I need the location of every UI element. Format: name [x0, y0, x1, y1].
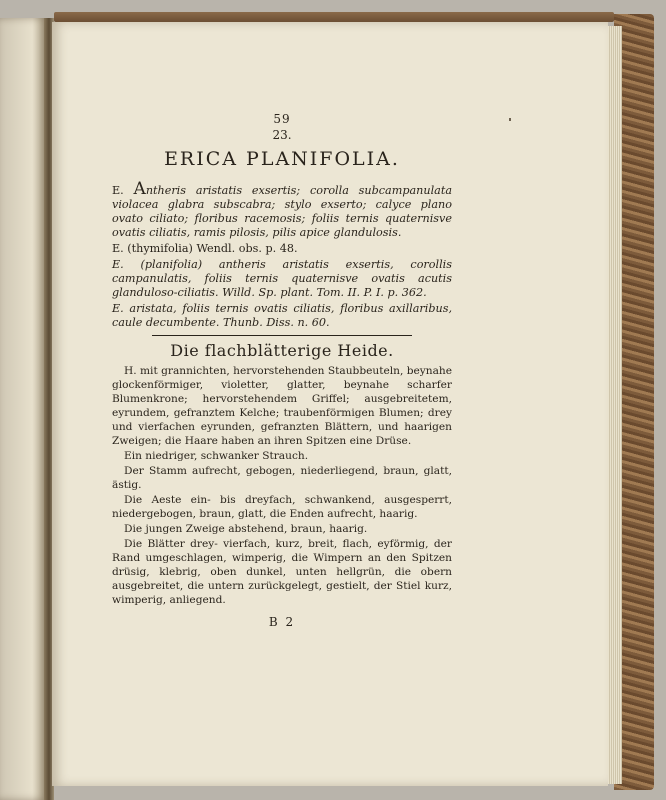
signature-mark: B 2 — [268, 615, 296, 629]
german-paragraph: Der Stamm aufrecht, gebogen, niederliegend, braun, glatt, ästig. — [112, 465, 452, 491]
latin-synonym-1: E. (thymifolia) Wendl. obs. p. 48. — [112, 242, 298, 255]
facing-page-edge — [0, 18, 46, 800]
german-paragraph: Ein niedriger, schwanker Strauch. — [124, 450, 309, 462]
german-paragraph: Die Blätter drey- vierfach, kurz, breit, flach, eyförmig, der Rand umgeschlagen, wimperig, die Wimpern an den Spitzen drüsig, klebrig, oben dunkel, unten hellgrün, die obern ausgebreitet, die untern zurückgelegt, gestielt, der Stiel kurz, wimperig, anliegend. — [112, 538, 452, 606]
book-cover-top — [54, 12, 614, 22]
section-number: 23. — [272, 128, 292, 142]
page-number: 59 — [273, 112, 291, 126]
german-paragraph: H. mit grannichten, hervorstehenden Staubbeuteln, beynahe glockenförmiger, violetter, glatter, beynahe scharfer Blumenkrone; hervorstehendem Griffel; ausgebreitetem, eyrundem, gefranztem Kelche; traubenförmigen Blumen; drey und vierfachen eyrunden, gefranzten Blättern, und haarigen Zweigen; die Haare haben an ihren Spitzen eine Drüse. — [112, 365, 452, 447]
page-content — [112, 112, 452, 629]
latin-diagnosis — [112, 179, 452, 240]
latin-description — [112, 179, 452, 330]
latin-prefix: E. — [112, 184, 134, 197]
drop-cap: A — [133, 179, 146, 199]
german-description — [112, 364, 452, 607]
latin-synonym-2: E. (planifolia) antheris aristatis exsertis, corollis campanulatis, foliis ternis quaternisve ovatis acutis glanduloso-ciliatis. Willd. Sp. plant. Tom. II. P. I. p. 362. — [112, 258, 452, 299]
latin-diagnosis-text: ntheris aristatis exsertis; corolla subcampanulata violacea glabra subscabra; stylo exserto; calyce plano ovato ciliato; floribus racemosis; foliis ternis quaternisve ovatis ciliatis, ramis pilosis, pilis apice glandulosis. — [112, 184, 452, 239]
ink-speck — [509, 118, 511, 121]
german-title: Die flachblätterige Heide. — [170, 341, 394, 360]
latin-synonym-3: E. aristata, foliis ternis ovatis ciliatis, floribus axillaribus, caule decumbente. Thunb. Diss. n. 60. — [112, 302, 452, 329]
german-paragraph: Die Aeste ein- bis dreyfach, schwankend, ausgesperrt, niedergebogen, braun, glatt, die Enden aufrecht, haarig. — [112, 494, 452, 520]
german-paragraph: Die jungen Zweige abstehend, braun, haarig. — [124, 523, 368, 535]
page-title: ERICA PLANIFOLIA. — [164, 148, 400, 170]
divider-rule — [152, 335, 412, 336]
